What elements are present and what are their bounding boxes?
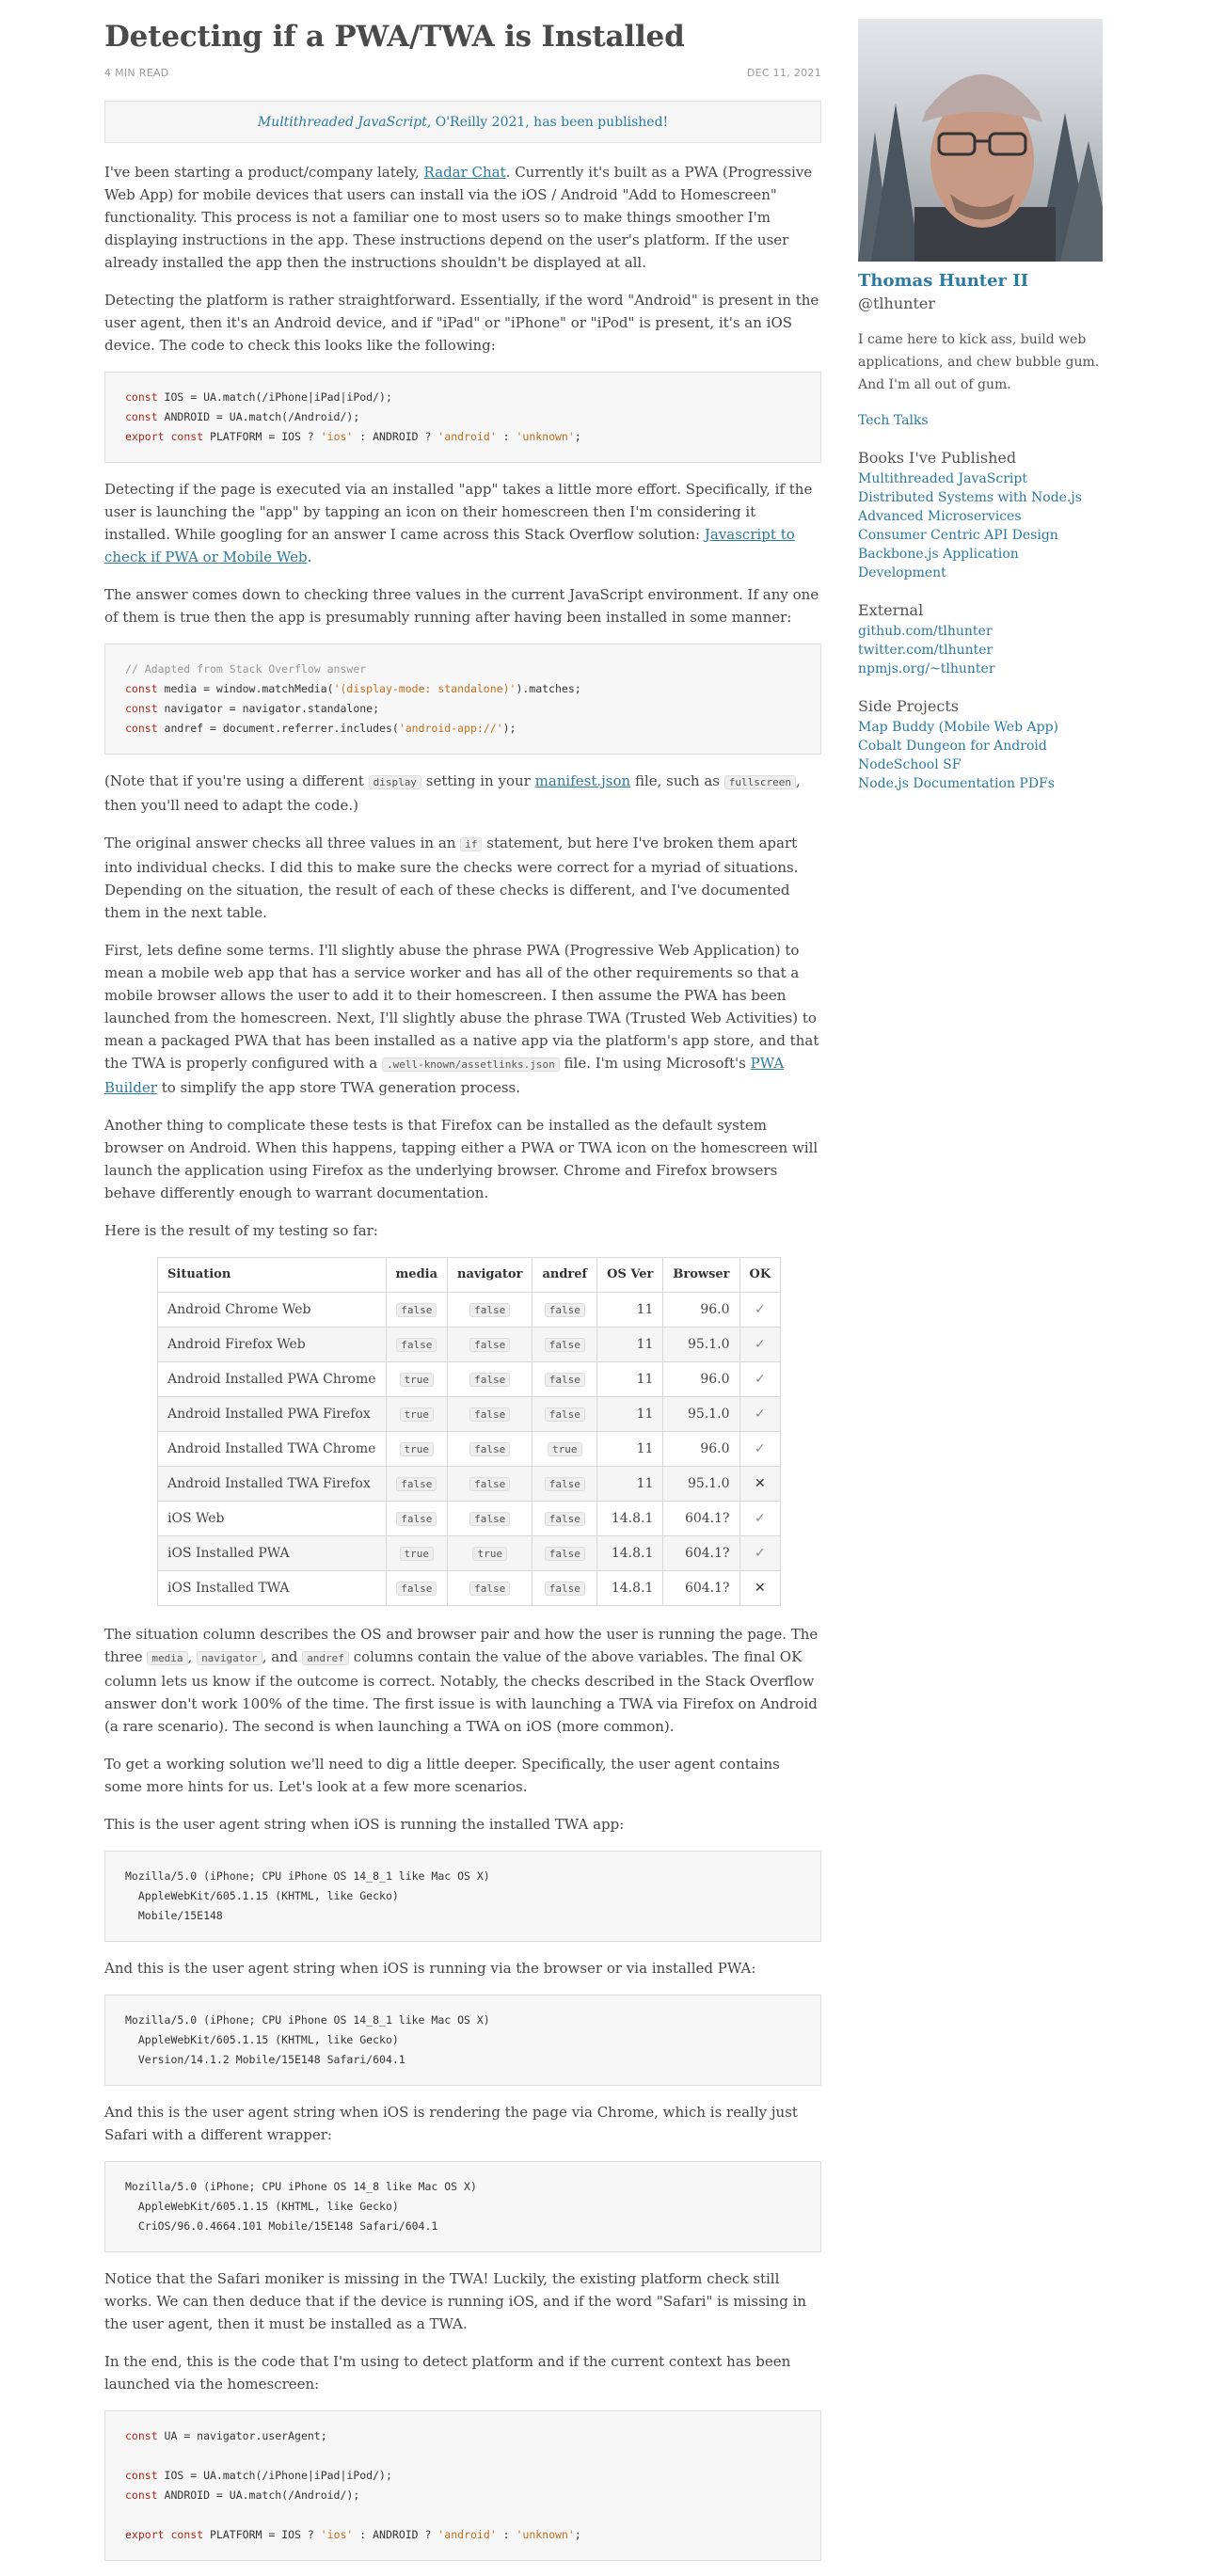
table-cell bbox=[448, 1432, 532, 1467]
table-header: navigator bbox=[448, 1258, 532, 1293]
check-icon: ✓ bbox=[754, 1302, 766, 1317]
table-cell bbox=[386, 1571, 447, 1606]
boolean-value: false bbox=[545, 1477, 585, 1491]
table-cell bbox=[739, 1328, 781, 1362]
table-cell: 14.8.1 bbox=[597, 1571, 663, 1606]
table-header: Browser bbox=[663, 1258, 739, 1293]
table-cell bbox=[448, 1502, 532, 1536]
inline-code: andref bbox=[302, 1651, 349, 1665]
table-cell bbox=[448, 1362, 532, 1397]
paragraph-dig-deeper: To get a working solution we'll need to dig a little deeper. Specifically, the user agent contains some more hints for us. Let's look at a few more scenarios. bbox=[104, 1756, 780, 1795]
table-cell: Android Installed TWA Chrome bbox=[158, 1432, 387, 1467]
table-cell bbox=[386, 1502, 447, 1536]
read-time: 4 MIN READ bbox=[104, 67, 169, 79]
article bbox=[104, 13, 821, 2576]
publish-date: DEC 11, 2021 bbox=[746, 67, 821, 79]
check-icon: ✓ bbox=[754, 1407, 766, 1422]
book-link[interactable]: Multithreaded JavaScript bbox=[858, 471, 1027, 486]
table-cell: Android Installed PWA Chrome bbox=[158, 1362, 387, 1397]
table-cell: 96.0 bbox=[663, 1432, 739, 1467]
paragraph-ua-chrome: And this is the user agent string when iOS is rendering the page via Chrome, which is really just Safari with a different wrapper: bbox=[104, 2104, 798, 2143]
external-link-npm[interactable]: npmjs.org/~tlhunter bbox=[858, 661, 995, 676]
boolean-value: false bbox=[469, 1442, 510, 1456]
table-cell bbox=[739, 1362, 781, 1397]
boolean-value: true bbox=[400, 1442, 435, 1456]
table-cell bbox=[532, 1397, 597, 1432]
book-link[interactable]: Distributed Systems with Node.js bbox=[858, 490, 1082, 505]
notice-text: , O'Reilly 2021, has been published! bbox=[426, 114, 669, 130]
results-table bbox=[157, 1257, 781, 1606]
article-meta bbox=[104, 62, 821, 85]
book-link[interactable]: Consumer Centric API Design bbox=[858, 528, 1058, 543]
boolean-value: false bbox=[469, 1477, 510, 1491]
boolean-value: true bbox=[548, 1442, 582, 1456]
boolean-value: false bbox=[545, 1303, 585, 1317]
inline-code: navigator bbox=[197, 1651, 262, 1665]
table-header: media bbox=[386, 1258, 447, 1293]
table-header: andref bbox=[532, 1258, 597, 1293]
table-cell bbox=[739, 1536, 781, 1571]
boolean-value: true bbox=[400, 1547, 435, 1561]
paragraph-final-code: In the end, this is the code that I'm using to detect platform and if the current context has been launched via the homescreen: bbox=[104, 2353, 791, 2393]
table-cell: 11 bbox=[597, 1293, 663, 1328]
pwa-builder-link[interactable]: PWA Builder bbox=[104, 1055, 785, 1096]
paragraph-terms: First, lets define some terms. I'll slightly abuse the phrase PWA (Progressive Web Application) to mean a mobile web app that has a service worker and has all of the other requirements so that a mobile browser allows the user to add it to their homescreen. I then assume the PWA has been launched from the homescreen. Next, I'll slightly abuse the phrase TWA (Trusted Web Activities) to mean a packaged PWA that has been installed as a native app via the platform's app store, and that the TWA is properly configured with a .well-known/assetlinks.json file. I'm using Microsoft's PWA Builder to simplify the app store TWA generation process. bbox=[104, 942, 819, 1096]
code-block-ua-chrome: Mozilla/5.0 (iPhone; CPU iPhone OS 14_8 like Mac OS X) AppleWebKit/605.1.15 (KHTML, like Gecko) CriOS/96.0.4664.101 Mobile/15E148 Safari/604.1 bbox=[104, 2161, 821, 2252]
table-cell: Android Chrome Web bbox=[158, 1293, 387, 1328]
table-cell bbox=[386, 1397, 447, 1432]
table-cell bbox=[386, 1432, 447, 1467]
notice-book-title[interactable]: Multithreaded JavaScript bbox=[257, 114, 427, 130]
boolean-value: false bbox=[396, 1338, 437, 1352]
table-cell: 95.1.0 bbox=[663, 1328, 739, 1362]
boolean-value: false bbox=[469, 1338, 510, 1352]
table-cell bbox=[739, 1467, 781, 1502]
check-icon: ✓ bbox=[754, 1511, 766, 1526]
boolean-value: false bbox=[545, 1338, 585, 1352]
table-cell: iOS Installed TWA bbox=[158, 1571, 387, 1606]
table-cell bbox=[739, 1293, 781, 1328]
boolean-value: false bbox=[469, 1512, 510, 1526]
avatar bbox=[858, 19, 1103, 262]
check-icon: ✓ bbox=[754, 1546, 766, 1561]
paragraph-firefox: Another thing to complicate these tests is that Firefox can be installed as the default system browser on Android. When this happens, tapping either a PWA or TWA icon on the homescreen will launch the application using Firefox as the underlying browser. Chrome and Firefox browsers behave differently enough to warrant documentation. bbox=[104, 1117, 819, 1201]
project-link[interactable]: Cobalt Dungeon for Android bbox=[858, 739, 1047, 754]
table-cell: iOS Installed PWA bbox=[158, 1536, 387, 1571]
project-link[interactable]: Node.js Documentation PDFs bbox=[858, 776, 1055, 791]
table-cell bbox=[739, 1397, 781, 1432]
author-bio: I came here to kick ass, build web applications, and chew bubble gum. And I'm all out of gum. bbox=[858, 332, 1100, 392]
table-cell: 11 bbox=[597, 1328, 663, 1362]
project-link[interactable]: NodeSchool SF bbox=[858, 757, 962, 772]
table-header: OS Ver bbox=[597, 1258, 663, 1293]
boolean-value: false bbox=[396, 1477, 437, 1491]
external-link-github[interactable]: github.com/tlhunter bbox=[858, 624, 993, 639]
manifest-link[interactable]: manifest.json bbox=[534, 772, 631, 789]
paragraph-ua-twa: This is the user agent string when iOS is running the installed TWA app: bbox=[104, 1816, 625, 1833]
table-row bbox=[158, 1397, 781, 1432]
table-cell: Android Installed PWA Firefox bbox=[158, 1397, 387, 1432]
table-row bbox=[158, 1571, 781, 1606]
radar-chat-link[interactable]: Radar Chat bbox=[423, 164, 506, 181]
cross-icon: ✕ bbox=[754, 1581, 766, 1596]
projects-heading: Side Projects bbox=[858, 697, 959, 715]
table-cell bbox=[448, 1397, 532, 1432]
boolean-value: false bbox=[396, 1582, 437, 1596]
inline-code: if bbox=[460, 837, 482, 851]
inline-code: fullscreen bbox=[724, 775, 796, 789]
table-cell: iOS Web bbox=[158, 1502, 387, 1536]
table-row bbox=[158, 1362, 781, 1397]
avatar-photo bbox=[858, 19, 1103, 262]
table-cell bbox=[532, 1536, 597, 1571]
table-cell bbox=[739, 1432, 781, 1467]
table-cell bbox=[532, 1293, 597, 1328]
table-row bbox=[158, 1432, 781, 1467]
table-cell: 604.1? bbox=[663, 1502, 739, 1536]
boolean-value: false bbox=[545, 1512, 585, 1526]
paragraph-platform: Detecting the platform is rather straightforward. Essentially, if the word "Android" is present in the user agent, then it's an Android device, and if "iPad" or "iPhone" or "iPod" is present, it's an iOS device. The code to check this looks like the following: bbox=[104, 292, 819, 354]
inline-code: media bbox=[147, 1651, 187, 1665]
paragraph-results-intro: Here is the result of my testing so far: bbox=[104, 1222, 378, 1239]
table-cell bbox=[386, 1536, 447, 1571]
table-cell: 604.1? bbox=[663, 1571, 739, 1606]
books-heading: Books I've Published bbox=[858, 449, 1017, 467]
table-cell bbox=[448, 1467, 532, 1502]
author-name[interactable]: Thomas Hunter II bbox=[858, 271, 1029, 291]
table-cell: 11 bbox=[597, 1362, 663, 1397]
table-cell bbox=[532, 1467, 597, 1502]
code-block-platform: const IOS = UA.match(/iPhone|iPad|iPod/); const ANDROID = UA.match(/Android/); export const PLATFORM = IOS ? 'ios' : ANDROID ? 'android' : 'unknown'; bbox=[104, 372, 821, 463]
table-cell: Android Installed TWA Firefox bbox=[158, 1467, 387, 1502]
project-link[interactable]: Map Buddy (Mobile Web App) bbox=[858, 720, 1059, 735]
tech-talks-link[interactable]: Tech Talks bbox=[858, 413, 929, 428]
table-cell: 604.1? bbox=[663, 1536, 739, 1571]
sidebar bbox=[858, 19, 1105, 793]
code-block-checks: // Adapted from Stack Overflow answer const media = window.matchMedia('(display-mode: standalone)').matches; const navigator = navigator.standalone; const andref = document.referrer.includes('android-app://'); bbox=[104, 644, 821, 755]
table-row bbox=[158, 1536, 781, 1571]
code-block-final: const UA = navigator.userAgent; const IOS = UA.match(/iPhone|iPad|iPod/); const ANDROID = UA.match(/Android/); export const PLATFORM = IOS ? 'ios' : ANDROID ? 'android' : 'unknown'; bbox=[104, 2410, 821, 2561]
external-link-twitter[interactable]: twitter.com/tlhunter bbox=[858, 643, 993, 658]
stack-overflow-link[interactable]: Javascript to check if PWA or Mobile Web bbox=[104, 526, 795, 565]
book-link[interactable]: Backbone.js Application Development bbox=[858, 547, 1019, 580]
cross-icon: ✕ bbox=[754, 1476, 766, 1491]
table-cell bbox=[386, 1293, 447, 1328]
table-cell bbox=[386, 1328, 447, 1362]
boolean-value: true bbox=[400, 1373, 435, 1387]
paragraph-ua-browser: And this is the user agent string when iOS is running via the browser or via installed PWA: bbox=[104, 1960, 756, 1977]
table-cell: 11 bbox=[597, 1467, 663, 1502]
paragraph-safari-missing: Notice that the Safari moniker is missing in the TWA! Luckily, the existing platform check still works. We can then deduce that if the device is running iOS, and if the word "Safari" is missing in the user agent, then it must be installed as a TWA. bbox=[104, 2270, 807, 2332]
table-header: Situation bbox=[158, 1258, 387, 1293]
table-cell bbox=[532, 1328, 597, 1362]
table-cell bbox=[386, 1362, 447, 1397]
check-icon: ✓ bbox=[754, 1441, 766, 1456]
author-handle: @tlhunter bbox=[858, 294, 936, 312]
table-row bbox=[158, 1328, 781, 1362]
boolean-value: false bbox=[545, 1373, 585, 1387]
paragraph-intro: I've been starting a product/company lately, Radar Chat. Currently it's built as a PWA (Progressive Web App) for mobile devices that users can install via the iOS / Android "Add to Homescreen" functionality. This process is not a familiar one to most users so to make things smoother I'm displaying instructions in the app. These instructions depend on the user's platform. If the user already installed the app then the instructions shouldn't be displayed at all. bbox=[104, 164, 813, 271]
code-block-ua-browser: Mozilla/5.0 (iPhone; CPU iPhone OS 14_8_1 like Mac OS X) AppleWebKit/605.1.15 (KHTML, like Gecko) Version/14.1.2 Mobile/15E148 Safari/604.1 bbox=[104, 1995, 821, 2086]
table-cell: 95.1.0 bbox=[663, 1467, 739, 1502]
paragraph-installed: Detecting if the page is executed via an installed "app" takes a little more effort. Specifically, if the user is launching the "app" by tapping an icon on their homescreen then I'm considering it installed. While googling for an answer I came across this Stack Overflow solution: Javascript to check if PWA or Mobile Web. bbox=[104, 481, 813, 565]
table-row bbox=[158, 1467, 781, 1502]
check-icon: ✓ bbox=[754, 1337, 766, 1352]
boolean-value: false bbox=[469, 1582, 510, 1596]
table-cell bbox=[532, 1502, 597, 1536]
boolean-value: false bbox=[469, 1373, 510, 1387]
paragraph-three-values: The answer comes down to checking three values in the current JavaScript environment. If any one of them is true then the app is presumably running after having been installed in some manner: bbox=[104, 586, 819, 626]
table-cell: 96.0 bbox=[663, 1293, 739, 1328]
check-icon: ✓ bbox=[754, 1372, 766, 1387]
table-cell bbox=[532, 1362, 597, 1397]
boolean-value: false bbox=[396, 1303, 437, 1317]
table-cell: Android Firefox Web bbox=[158, 1328, 387, 1362]
table-cell: 95.1.0 bbox=[663, 1397, 739, 1432]
table-cell bbox=[448, 1328, 532, 1362]
table-cell bbox=[739, 1502, 781, 1536]
boolean-value: false bbox=[469, 1303, 510, 1317]
paragraph-situation: The situation column describes the OS and browser pair and how the user is running the page. The three media , navigator , and andref columns contain the value of the above variables. The final OK column lets us know if the outcome is correct. Notably, the checks described in the Stack Overflow answer don't work 100% of the time. The first issue is with launching a TWA via Firefox on Android (a rare scenario). The second is when launching a TWA on iOS (more common). bbox=[104, 1626, 819, 1735]
table-cell: 14.8.1 bbox=[597, 1536, 663, 1571]
boolean-value: false bbox=[396, 1512, 437, 1526]
inline-code: .well-known/assetlinks.json bbox=[382, 1057, 560, 1072]
table-row bbox=[158, 1502, 781, 1536]
boolean-value: false bbox=[545, 1407, 585, 1422]
table-cell bbox=[739, 1571, 781, 1606]
boolean-value: false bbox=[545, 1547, 585, 1561]
table-cell bbox=[532, 1432, 597, 1467]
table-cell bbox=[448, 1293, 532, 1328]
table-cell bbox=[448, 1571, 532, 1606]
book-link[interactable]: Advanced Microservices bbox=[858, 509, 1022, 524]
table-cell: 11 bbox=[597, 1432, 663, 1467]
table-cell: 14.8.1 bbox=[597, 1502, 663, 1536]
boolean-value: true bbox=[400, 1407, 435, 1422]
table-header: OK bbox=[739, 1258, 781, 1293]
boolean-value: true bbox=[472, 1547, 507, 1561]
table-cell bbox=[386, 1467, 447, 1502]
external-heading: External bbox=[858, 601, 924, 619]
boolean-value: false bbox=[469, 1407, 510, 1422]
boolean-value: false bbox=[545, 1582, 585, 1596]
paragraph-original-answer: The original answer checks all three values in an if statement, but here I've broken them apart into individual checks. I did this to make sure the checks were correct for a myriad of situations. Depending on the situation, the result of each of these checks is different, and I've documented them in the next table. bbox=[104, 835, 799, 921]
inline-code: display bbox=[369, 775, 421, 789]
table-cell: 11 bbox=[597, 1397, 663, 1432]
paragraph-note: (Note that if you're using a different display setting in your manifest.json file, such as fullscreen , then you'll need to adapt the code.) bbox=[104, 772, 801, 814]
code-block-ua-twa: Mozilla/5.0 (iPhone; CPU iPhone OS 14_8_1 like Mac OS X) AppleWebKit/605.1.15 (KHTML, like Gecko) Mobile/15E148 bbox=[104, 1851, 821, 1942]
table-row bbox=[158, 1293, 781, 1328]
table-cell bbox=[448, 1536, 532, 1571]
table-cell: 96.0 bbox=[663, 1362, 739, 1397]
article-title: Detecting if a PWA/TWA is Installed bbox=[104, 20, 685, 54]
book-notice[interactable] bbox=[104, 101, 821, 143]
table-cell bbox=[532, 1571, 597, 1606]
